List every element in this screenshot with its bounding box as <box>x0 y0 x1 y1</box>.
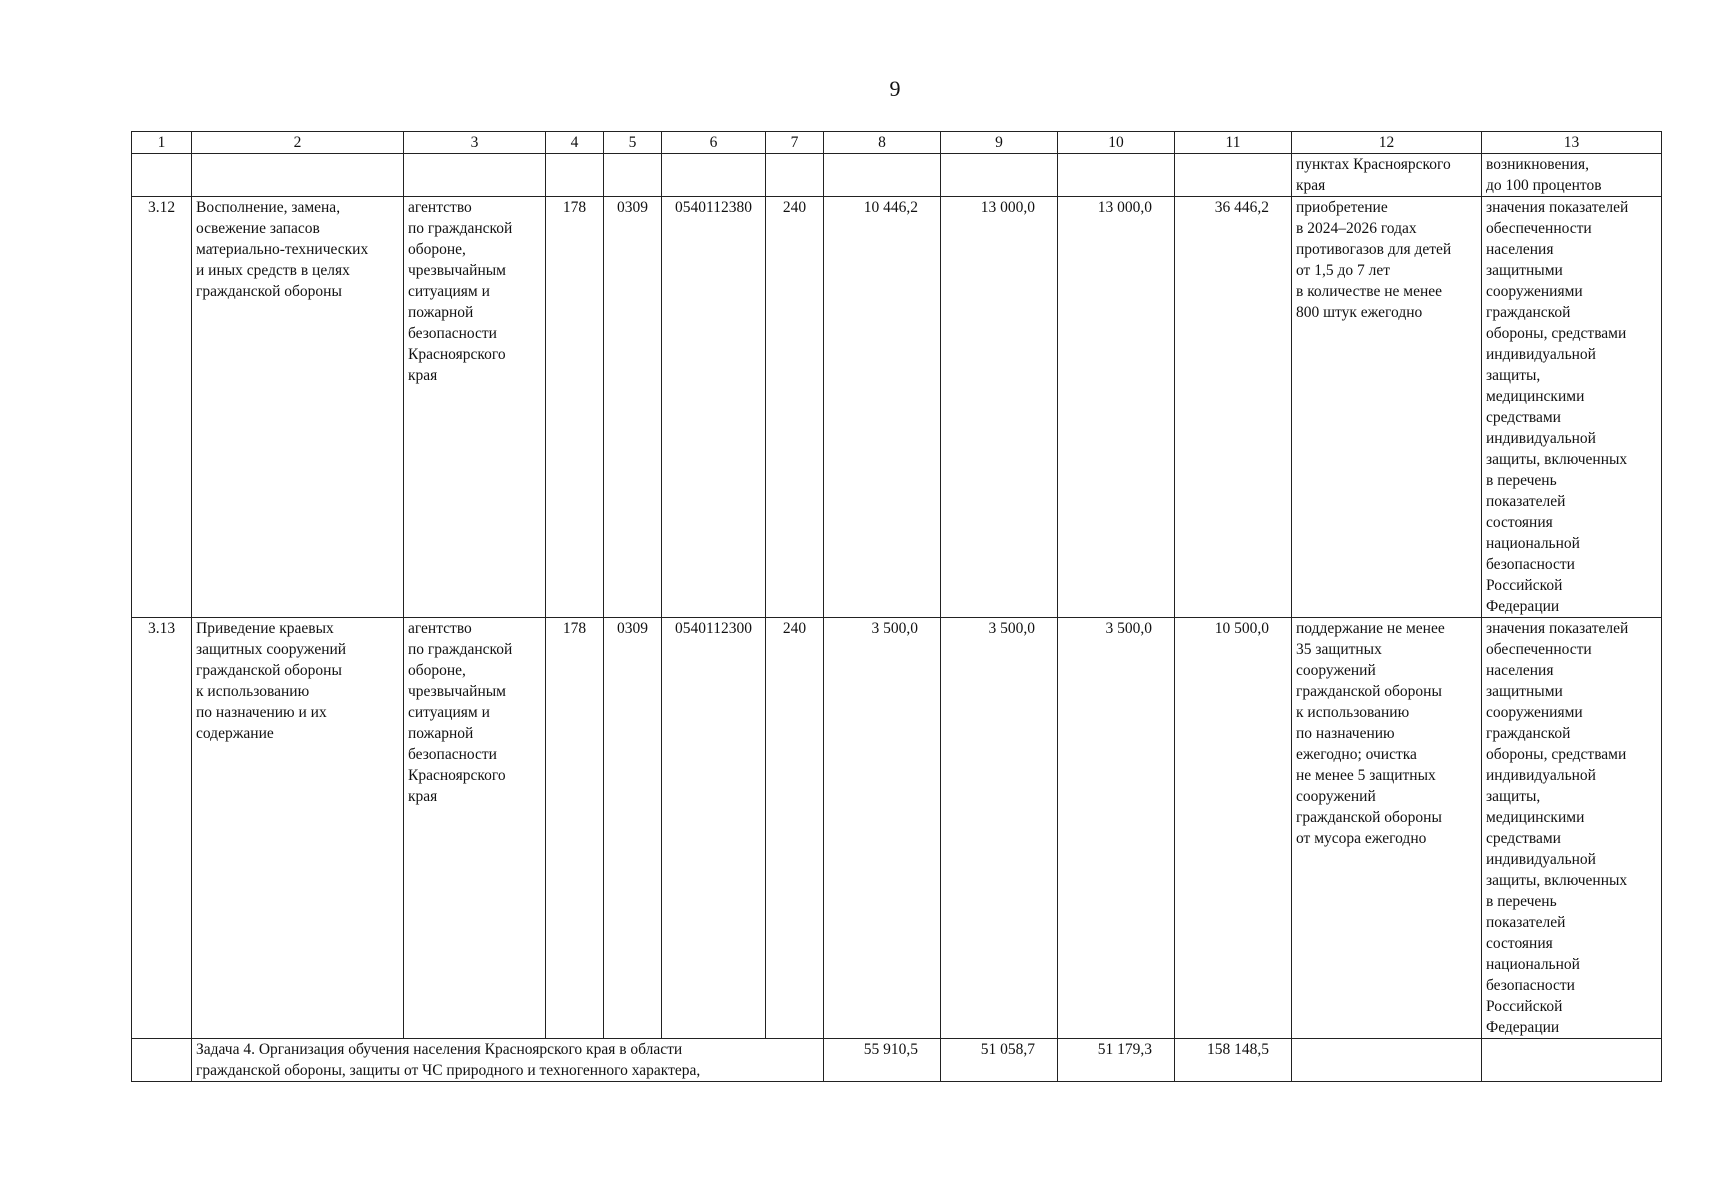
amount-cell: 10 446,2 <box>824 197 941 618</box>
expense-type-cell: 240 <box>766 618 824 1039</box>
task-title-cell: Задача 4. Организация обучения населения Красноярского края в области гражданской обороны, защиты от ЧС природного и техногенного характера, <box>192 1039 824 1082</box>
header-cell: 11 <box>1175 132 1292 154</box>
task-amount-cell: 51 058,7 <box>941 1039 1058 1082</box>
executor-cell: агентство по гражданской обороне, чрезвычайным ситуациям и пожарной безопасности Красноярского края <box>404 618 546 1039</box>
budget-table <box>131 131 1662 1082</box>
column-number-row <box>132 132 1662 154</box>
empty-cell <box>766 154 824 197</box>
amount-cell: 3 500,0 <box>1058 618 1175 1039</box>
table-row <box>132 618 1662 1039</box>
indicator-cell: значения показателей обеспеченности населения защитными сооружениями гражданской обороны, средствами индивидуальной защиты, медицинскими средствами индивидуальной защиты, включенных в перечень показателей состояния национальной безопасности Российской Федерации <box>1482 197 1662 618</box>
header-cell: 3 <box>404 132 546 154</box>
total-cell: 36 446,2 <box>1175 197 1292 618</box>
empty-cell <box>192 154 404 197</box>
amount-cell: 13 000,0 <box>1058 197 1175 618</box>
empty-cell <box>546 154 604 197</box>
grbs-code-cell: 178 <box>546 197 604 618</box>
continuation-row <box>132 154 1662 197</box>
section-code-cell: 0309 <box>604 197 662 618</box>
header-cell: 1 <box>132 132 192 154</box>
measure-name-cell: Восполнение, замена, освежение запасов материально-технических и иных средств в целях гражданской обороны <box>192 197 404 618</box>
continuation-result-cell: пунктах Красноярского края <box>1292 154 1482 197</box>
page-number: 9 <box>889 76 901 101</box>
empty-cell <box>941 154 1058 197</box>
expense-type-cell: 240 <box>766 197 824 618</box>
target-article-cell: 0540112300 <box>662 618 766 1039</box>
task-amount-cell: 51 179,3 <box>1058 1039 1175 1082</box>
header-cell: 9 <box>941 132 1058 154</box>
empty-cell <box>662 154 766 197</box>
total-cell: 10 500,0 <box>1175 618 1292 1039</box>
empty-cell <box>1292 1039 1482 1082</box>
header-cell: 5 <box>604 132 662 154</box>
empty-cell <box>132 154 192 197</box>
header-cell: 2 <box>192 132 404 154</box>
section-code-cell: 0309 <box>604 618 662 1039</box>
indicator-cell: значения показателей обеспеченности населения защитными сооружениями гражданской обороны, средствами индивидуальной защиты, медицинскими средствами индивидуальной защиты, включенных в перечень показателей состояния национальной безопасности Российской Федерации <box>1482 618 1662 1039</box>
empty-cell <box>824 154 941 197</box>
empty-cell <box>604 154 662 197</box>
empty-cell <box>1058 154 1175 197</box>
task-amount-cell: 55 910,5 <box>824 1039 941 1082</box>
header-cell: 8 <box>824 132 941 154</box>
executor-cell: агентство по гражданской обороне, чрезвычайным ситуациям и пожарной безопасности Красноярского края <box>404 197 546 618</box>
continuation-indicator-cell: возникновения, до 100 процентов <box>1482 154 1662 197</box>
task-total-cell: 158 148,5 <box>1175 1039 1292 1082</box>
amount-cell: 13 000,0 <box>941 197 1058 618</box>
target-article-cell: 0540112380 <box>662 197 766 618</box>
row-number-cell: 3.13 <box>132 618 192 1039</box>
header-cell: 4 <box>546 132 604 154</box>
empty-cell <box>1482 1039 1662 1082</box>
measure-name-cell: Приведение краевых защитных сооружений гражданской обороны к использованию по назначению и их содержание <box>192 618 404 1039</box>
header-cell: 13 <box>1482 132 1662 154</box>
header-cell: 10 <box>1058 132 1175 154</box>
header-cell: 6 <box>662 132 766 154</box>
row-number-cell: 3.12 <box>132 197 192 618</box>
header-cell: 12 <box>1292 132 1482 154</box>
table-row <box>132 197 1662 618</box>
empty-cell <box>404 154 546 197</box>
expected-result-cell: поддержание не менее 35 защитных сооружений гражданской обороны к использованию по назначению ежегодно; очистка не менее 5 защитных сооружений гражданской обороны от мусора ежегодно <box>1292 618 1482 1039</box>
grbs-code-cell: 178 <box>546 618 604 1039</box>
amount-cell: 3 500,0 <box>824 618 941 1039</box>
task-row <box>132 1039 1662 1082</box>
expected-result-cell: приобретение в 2024–2026 годах противогазов для детей от 1,5 до 7 лет в количестве не менее 800 штук ежегодно <box>1292 197 1482 618</box>
header-cell: 7 <box>766 132 824 154</box>
amount-cell: 3 500,0 <box>941 618 1058 1039</box>
empty-cell <box>1175 154 1292 197</box>
empty-cell <box>132 1039 192 1082</box>
